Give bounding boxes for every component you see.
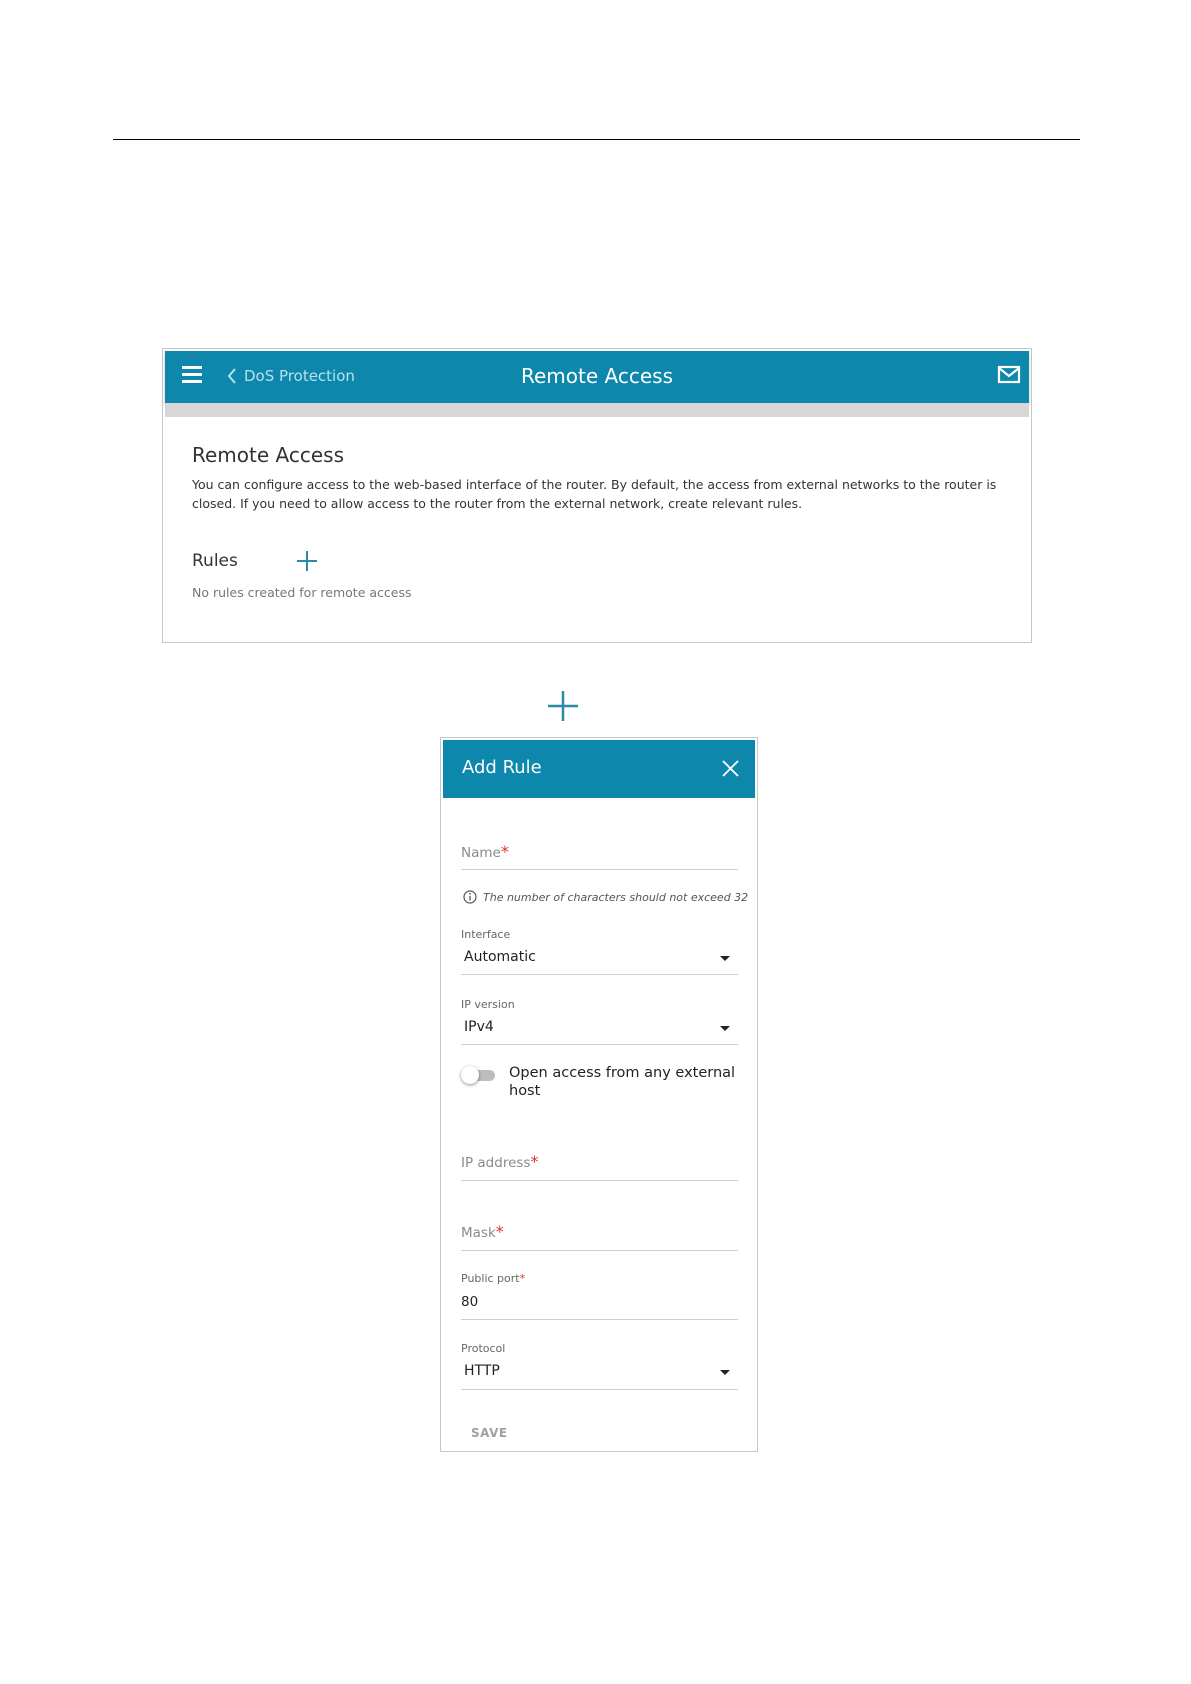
mask-field[interactable] <box>461 1222 738 1252</box>
dialog-title: Add Rule <box>462 757 542 778</box>
public-port-label: Public port <box>461 1272 520 1285</box>
mail-icon[interactable] <box>997 364 1021 386</box>
field-underline <box>461 1389 738 1390</box>
required-mark: * <box>495 1222 504 1241</box>
top-bar-shadow-strip <box>165 403 1029 417</box>
ip-version-value: IPv4 <box>464 1019 494 1035</box>
section-description: You can configure access to the web-based interface of the router. By default, the access from external networks to the router is closed. If you need to allow access to the router from the external network, create relevant rules. <box>192 477 997 511</box>
rules-label: Rules <box>192 551 238 571</box>
interface-value: Automatic <box>464 949 536 965</box>
field-underline <box>461 974 738 975</box>
no-rules-message: No rules created for remote access <box>192 585 412 600</box>
field-underline <box>461 1044 738 1045</box>
ip-version-label: IP version <box>461 998 515 1011</box>
protocol-select[interactable] <box>461 1342 738 1392</box>
page-title: Remote Access <box>521 364 673 388</box>
open-access-toggle[interactable] <box>461 1066 495 1084</box>
ip-address-placeholder: IP address <box>461 1155 531 1171</box>
field-underline <box>461 1250 738 1251</box>
top-bar <box>165 351 1029 403</box>
public-port-value: 80 <box>461 1294 479 1310</box>
public-port-field[interactable] <box>461 1272 738 1322</box>
section-heading: Remote Access <box>192 443 344 467</box>
interface-label: Interface <box>461 928 511 941</box>
field-underline <box>461 1319 738 1320</box>
name-hint <box>463 890 748 904</box>
name-hint-text: The number of characters should not exceed 32 <box>483 890 749 904</box>
protocol-label: Protocol <box>461 1342 506 1355</box>
required-mark: * <box>519 1272 526 1285</box>
toggle-knob <box>461 1066 479 1084</box>
required-mark: * <box>530 1152 539 1171</box>
name-placeholder: Name <box>461 845 501 861</box>
save-button[interactable]: SAVE <box>471 1426 508 1440</box>
add-rule-dialog <box>440 737 758 1452</box>
name-field[interactable] <box>461 842 738 872</box>
close-icon[interactable] <box>722 760 739 777</box>
page-divider <box>113 139 1080 140</box>
chevron-down-icon <box>720 1370 730 1375</box>
protocol-value: HTTP <box>464 1363 500 1379</box>
mask-placeholder: Mask <box>461 1225 496 1241</box>
required-mark: * <box>500 842 509 861</box>
ip-address-field[interactable] <box>461 1152 738 1182</box>
plus-icon <box>547 690 579 722</box>
field-underline <box>461 869 738 870</box>
info-icon <box>463 890 477 904</box>
dialog-header <box>443 740 755 798</box>
field-underline <box>461 1180 738 1181</box>
add-rule-plus-icon[interactable] <box>296 550 318 572</box>
interface-select[interactable] <box>461 928 738 978</box>
back-link-label: DoS Protection <box>244 367 355 385</box>
chevron-down-icon <box>720 1026 730 1031</box>
open-access-label: Open access from any external host <box>509 1065 736 1099</box>
chevron-down-icon <box>720 956 730 961</box>
remote-access-panel <box>162 348 1032 643</box>
ip-version-select[interactable] <box>461 998 738 1048</box>
